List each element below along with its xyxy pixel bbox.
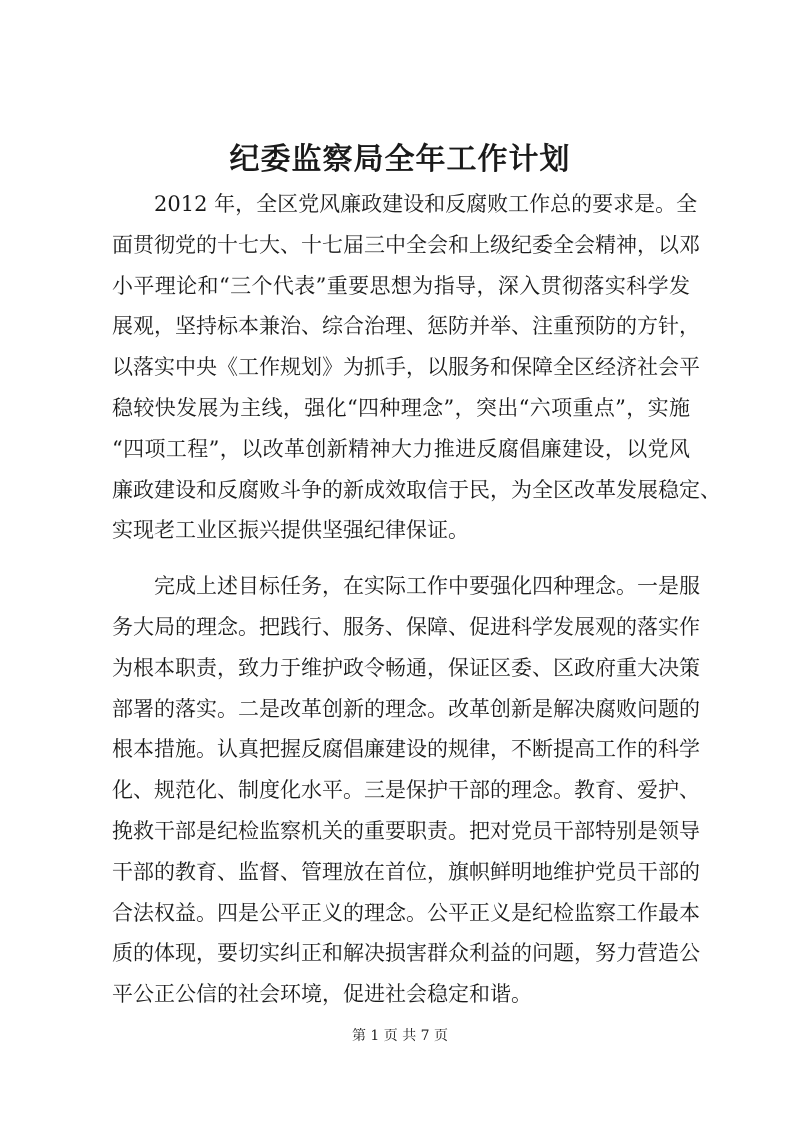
paragraph-line: 平公正公信的社会环境，促进社会稳定和谐。 bbox=[112, 982, 532, 1007]
paragraph-1 bbox=[112, 184, 721, 551]
paragraph-line: 挽救干部是纪检监察机关的重要职责。把对党员干部特别是领导 bbox=[112, 818, 700, 843]
paragraph-line: 部署的落实。二是改革创新的理念。改革创新是解决腐败问题的 bbox=[112, 696, 700, 721]
document-body bbox=[112, 184, 721, 1015]
paragraph-line: 实现老工业区振兴提供坚强纪律保证。 bbox=[112, 518, 469, 543]
paragraph-line: “四项工程”，以改革创新精神大力推进反腐倡廉建设，以党风 bbox=[112, 436, 690, 461]
paragraph-line: 质的体现，要切实纠正和解决损害群众利益的问题，努力营造公 bbox=[112, 941, 700, 966]
paragraph-line: 为根本职责，致力于维护政令畅通，保证区委、区政府重大决策 bbox=[112, 655, 700, 680]
paragraph-line: 面贯彻党的十七大、十七届三中全会和上级纪委全会精神，以邓 bbox=[112, 232, 700, 257]
paragraph-line: 干部的教育、监督、管理放在首位，旗帜鲜明地维护党员干部的 bbox=[112, 859, 700, 884]
document-title: 纪委监察局全年工作计划 bbox=[229, 142, 571, 177]
paragraph-line: 根本措施。认真把握反腐倡廉建设的规律，不断提高工作的科学 bbox=[112, 737, 700, 762]
paragraph-line: 化、规范化、制度化水平。三是保护干部的理念。教育、爱护、 bbox=[112, 778, 700, 803]
paragraph-line: 完成上述目标任务，在实际工作中要强化四种理念。一是服 bbox=[154, 574, 700, 599]
page-number-footer: 第 1 页 共 7 页 bbox=[351, 1028, 449, 1044]
paragraph-line: 务大局的理念。把践行、服务、保障、促进科学发展观的落实作 bbox=[112, 614, 700, 639]
paragraph-line: 稳较快发展为主线，强化“四种理念”，突出“六项重点”，实施 bbox=[112, 395, 690, 420]
paragraph-line: 以落实中央《工作规划》为抓手，以服务和保障全区经济社会平 bbox=[112, 355, 700, 380]
paragraph-line: 2012 年，全区党风廉政建设和反腐败工作总的要求是。全 bbox=[154, 192, 698, 216]
paragraph-line: 廉政建设和反腐败斗争的新成效取信于民，为全区改革发展稳定、 bbox=[112, 477, 721, 502]
paragraph-2 bbox=[112, 566, 700, 1015]
paragraph-line: 合法权益。四是公平正义的理念。公平正义是纪检监察工作最本 bbox=[112, 900, 700, 925]
paragraph-line: 小平理论和“三个代表”重要思想为指导，深入贯彻落实科学发 bbox=[112, 273, 690, 298]
paragraph-gap bbox=[112, 551, 690, 566]
paragraph-line: 展观，坚持标本兼治、综合治理、惩防并举、注重预防的方针， bbox=[112, 314, 700, 339]
